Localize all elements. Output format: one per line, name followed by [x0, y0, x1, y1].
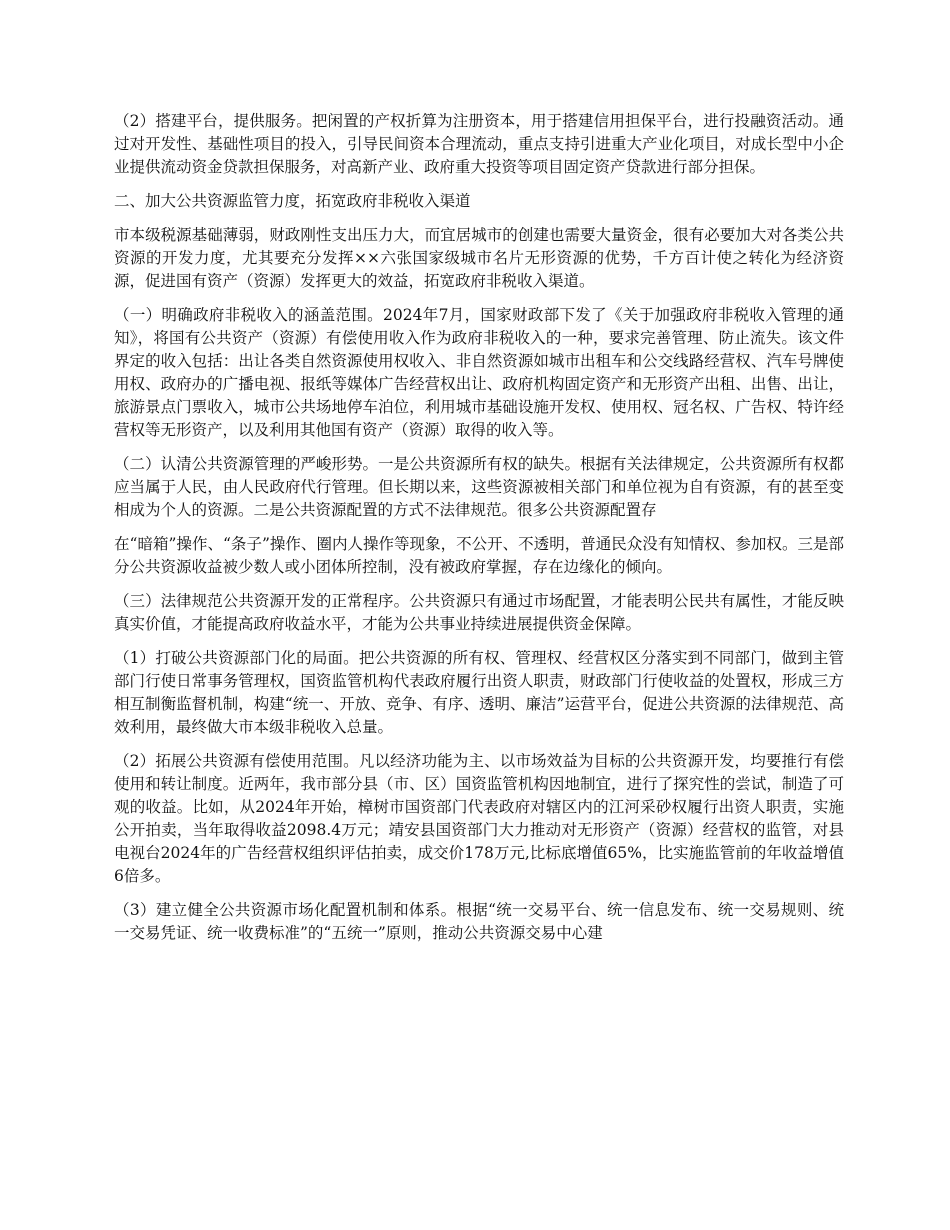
section-heading-public-resources: 二、加大公共资源监管力度，拓宽政府非税收入渠道 — [114, 192, 471, 210]
paragraph-tax-base: 市本级税源基础薄弱，财政刚性支出压力大，而宜居城市的创建也需要大量资金，很有必要加大对各类公共资源的开发力度，尤其要充分发挥××六张国家级城市名片无形资源的优势，千方百计使之转化为经济资源，促进国有资产（资源）发挥更大的效益，拓宽政府非税收入渠道。 — [114, 226, 844, 290]
document-page — [114, 110, 844, 956]
paragraph-break-departmentalization: （1）打破公共资源部门化的局面。把公共资源的所有权、管理权、经营权区分落实到不同部门，做到主管部门行使日常事务管理权，国资监管机构代表政府履行出资人职责，财政部门行使收益的处置权，形成三方相互制衡监督机制，构建“统一、开放、竞争、有序、透明、廉洁”运营平台，促进公共资源的法律规范、高效利用，最终做大市本级非税收入总量。 — [114, 649, 844, 736]
paragraph-platform-services: （2）搭建平台，提供服务。把闲置的产权折算为注册资本，用于搭建信用担保平台，进行投融资活动。通过对开发性、基础性项目的投入，引导民间资本合理流动，重点支持引进重大产业化项目，对成长型中小企业提供流动资金贷款担保服务，对高新产业、政府重大投资等项目固定资产贷款进行部分担保。 — [114, 112, 844, 176]
paragraph-nontax-scope: （一）明确政府非税收入的涵盖范围。2024年7月，国家财政部下发了《关于加强政府非税收入管理的通知》，将国有公共资产（资源）有偿使用收入作为政府非税收入的一种，要求完善管理、防止流失。该文件界定的收入包括：出让各类自然资源使用权收入、非自然资源如城市出租车和公交线路经营权、汽车号牌使用权、政府办的广播电视、报纸等媒体广告经营权出让、政府机构固定资产和无形资产出租、出售、出让，旅游景点门票收入，城市公共场地停车泊位，利用城市基础设施开发权、使用权、冠名权、广告权、特许经营权等无形资产，以及利用其他国有资产（资源）取得的收入等。 — [114, 306, 844, 439]
paragraph-paid-use-scope: （2）拓展公共资源有偿使用范围。凡以经济功能为主、以市场效益为目标的公共资源开发，均要推行有偿使用和转让制度。近两年，我市部分县（市、区）国资监管机构因地制宜，进行了探究性的尝试，制造了可观的收益。比如，从2024年开始，樟树市国资部门代表政府对辖区内的江河采砂权履行出资人职责，实施公开拍卖，当年取得收益2098.4万元；靖安县国资部门大力推动对无形资产（资源）经营权的监管，对县电视台2024年的广告经营权组织评估拍卖，成交价178万元,比标底增值65%，比实施监管前的年收益增值6倍多。 — [114, 752, 844, 885]
paragraph-management-situation: （二）认清公共资源管理的严峻形势。一是公共资源所有权的缺失。根据有关法律规定，公共资源所有权都应当属于人民，由人民政府代行管理。但长期以来，这些资源被相关部门和单位视为自有资源，有的甚至变相成为个人的资源。二是公共资源配置的方式不法律规范。很多公共资源配置存 — [114, 455, 844, 519]
paragraph-market-allocation: （3）建立健全公共资源市场化配置机制和体系。根据“统一交易平台、统一信息发布、统一交易规则、统一交易凭证、统一收费标准”的“五统一”原则，推动公共资源交易中心建 — [114, 901, 844, 942]
paragraph-black-box-operations: 在“暗箱”操作、“条子”操作、圈内人操作等现象，不公开、不透明，普通民众没有知情权、参加权。三是部分公共资源收益被少数人或小团体所控制，没有被政府掌握，存在边缘化的倾向。 — [114, 535, 844, 576]
paragraph-legal-procedures: （三）法律规范公共资源开发的正常程序。公共资源只有通过市场配置，才能表明公民共有属性，才能反映真实价值，才能提高政府收益水平，才能为公共事业持续进展提供资金保障。 — [114, 592, 844, 633]
